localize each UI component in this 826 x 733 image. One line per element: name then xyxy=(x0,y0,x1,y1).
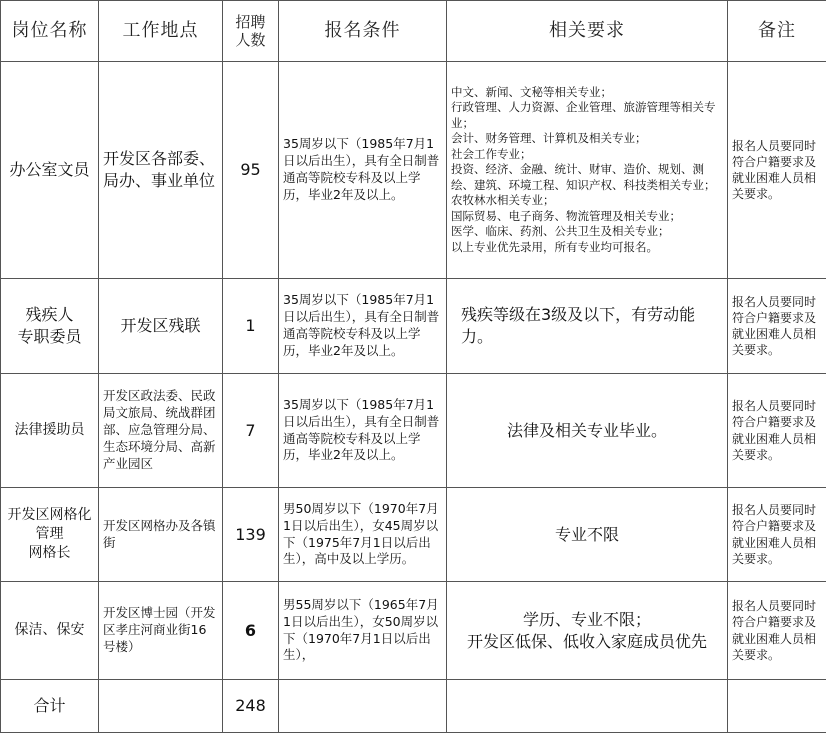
header-conditions: 报名条件 xyxy=(279,1,447,62)
requirement-line: 社会工作专业； xyxy=(451,146,532,161)
total-label: 合计 xyxy=(1,680,99,733)
cell-requirements: 残疾等级在3级及以下，有劳动能力。 xyxy=(447,279,728,374)
cell-remarks: 报名人员要同时符合户籍要求及就业困难人员相关要求。 xyxy=(728,374,826,488)
cell-count: 7 xyxy=(223,374,279,488)
requirement-line2: 开发区低保、低收入家庭成员优先 xyxy=(466,631,707,651)
requirement-line: 投资、经济、金融、统计、财审、造价、规划、测绘、建筑、环境工程、知识产权、科技类相关专业； xyxy=(451,162,716,192)
requirement-line: 以上专业优先录用，所有专业均可报名。 xyxy=(451,239,658,254)
cell-remarks: 报名人员要同时符合户籍要求及就业困难人员相关要求。 xyxy=(728,62,826,279)
cell-conditions: 35周岁以下（1985年7月1日以后出生），具有全日制普通高等院校专科及以上学历，毕业2年及以上。 xyxy=(279,279,447,374)
position-line1: 残疾人 xyxy=(25,305,74,325)
cell-location: 开发区残联 xyxy=(99,279,223,374)
total-empty-requirements xyxy=(447,680,728,733)
total-count: 248 xyxy=(223,680,279,733)
header-requirements: 相关要求 xyxy=(447,1,728,62)
cell-count: 6 xyxy=(223,582,279,680)
cell-location: 开发区网格办及各镇街 xyxy=(99,488,223,582)
requirement-line: 中文、新闻、文秘等相关专业； xyxy=(451,84,612,99)
cell-requirements: 法律及相关专业毕业。 xyxy=(447,374,728,488)
table-row xyxy=(1,488,826,582)
table-row xyxy=(1,62,826,279)
header-count-line2: 人数 xyxy=(235,31,266,49)
cell-position: 法律援助员 xyxy=(1,374,99,488)
cell-requirements: 专业不限 xyxy=(447,488,728,582)
position-line2: 网格长 xyxy=(28,544,71,561)
header-count xyxy=(223,1,279,62)
requirement-line1: 学历、专业不限； xyxy=(522,609,651,629)
cell-position xyxy=(1,488,99,582)
cell-conditions: 35周岁以下（1985年7月1日以后出生），具有全日制普通高等院校专科及以上学历，毕业2年及以上。 xyxy=(279,374,447,488)
cell-remarks: 报名人员要同时符合户籍要求及就业困难人员相关要求。 xyxy=(728,488,826,582)
requirement-line: 国际贸易、电子商务、物流管理及相关专业； xyxy=(451,208,681,223)
table-row xyxy=(1,374,826,488)
header-location: 工作地点 xyxy=(99,1,223,62)
cell-remarks: 报名人员要同时符合户籍要求及就业困难人员相关要求。 xyxy=(728,582,826,680)
cell-requirements xyxy=(447,582,728,680)
requirement-line: 农牧林水相关专业； xyxy=(451,193,555,208)
cell-position: 保洁、保安 xyxy=(1,582,99,680)
position-line2: 专职委员 xyxy=(17,327,82,346)
total-empty-remarks xyxy=(728,680,826,733)
cell-location: 开发区政法委、民政局文旅局、统战群团部、应急管理分局、生态环境分局、高新产业园区 xyxy=(99,374,223,488)
total-row xyxy=(1,680,826,733)
cell-position xyxy=(1,279,99,374)
requirement-line: 会计、财务管理、计算机及相关专业； xyxy=(451,131,647,146)
total-empty-conditions xyxy=(279,680,447,733)
cell-count: 95 xyxy=(223,62,279,279)
cell-count: 139 xyxy=(223,488,279,582)
cell-location: 开发区各部委、局办、事业单位 xyxy=(99,62,223,279)
position-line1: 开发区网格化管理 xyxy=(7,507,92,543)
cell-requirements xyxy=(447,62,728,279)
table-row xyxy=(1,582,826,680)
cell-count: 1 xyxy=(223,279,279,374)
header-row xyxy=(1,1,826,62)
cell-conditions: 男50周岁以下（1970年7月1日以后出生），女45周岁以下（1975年7月1日以后出生），高中及以上学历。 xyxy=(279,488,447,582)
header-remarks: 备注 xyxy=(728,1,826,62)
cell-conditions: 男55周岁以下（1965年7月1日以后出生），女50周岁以下（1970年7月1日以后出生）， xyxy=(279,582,447,680)
total-empty-location xyxy=(99,680,223,733)
header-count-line1: 招聘 xyxy=(235,13,266,31)
header-position: 岗位名称 xyxy=(1,1,99,62)
requirement-line: 医学、临床、药剂、公共卫生及相关专业； xyxy=(451,224,670,239)
requirement-line: 行政管理、人力资源、企业管理、旅游管理等相关专业； xyxy=(451,100,716,130)
table-row xyxy=(1,279,826,374)
cell-conditions: 35周岁以下（1985年7月1日以后出生），具有全日制普通高等院校专科及以上学历，毕业2年及以上。 xyxy=(279,62,447,279)
cell-position: 办公室文员 xyxy=(1,62,99,279)
cell-remarks: 报名人员要同时符合户籍要求及就业困难人员相关要求。 xyxy=(728,279,826,374)
cell-location: 开发区博士园（开发区孝庄河商业街16号楼） xyxy=(99,582,223,680)
